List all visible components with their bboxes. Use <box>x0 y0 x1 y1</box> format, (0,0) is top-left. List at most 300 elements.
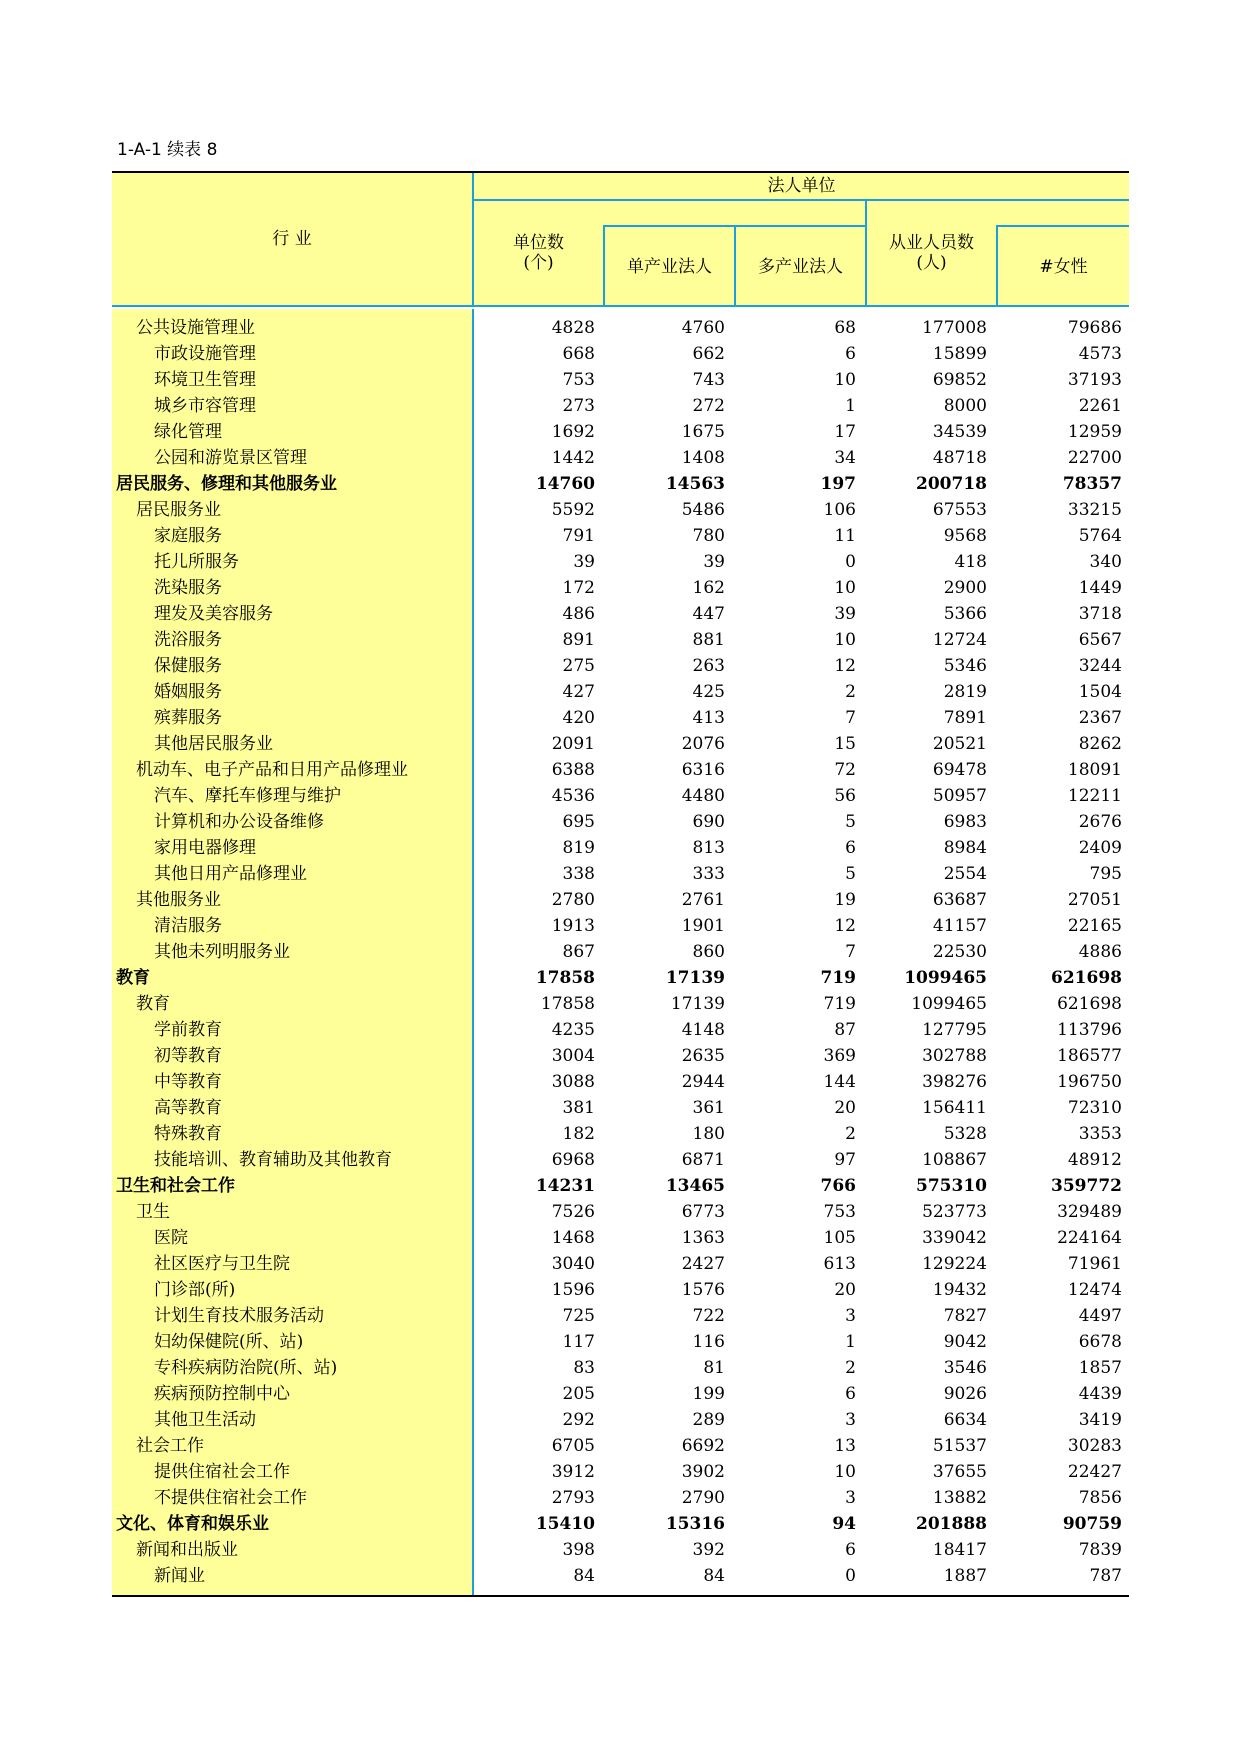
employees-cell: 398276 <box>922 1072 987 1092</box>
multi-industry-cell: 613 <box>823 1254 856 1274</box>
legal-entity-header: 法人单位 <box>474 173 1129 201</box>
multi-industry-cell: 766 <box>820 1176 856 1196</box>
units-count-cell: 1442 <box>551 448 595 468</box>
single-industry-cell: 662 <box>692 344 725 364</box>
female-cell: 22165 <box>1067 916 1122 936</box>
industry-cell <box>112 1381 474 1407</box>
single-industry-cell: 333 <box>692 864 725 884</box>
employees-cell: 129224 <box>922 1254 987 1274</box>
single-industry-cell: 13465 <box>665 1176 725 1196</box>
multi-industry-cell: 19 <box>834 890 856 910</box>
employees-cell: 18417 <box>932 1540 987 1560</box>
employees-cell: 22530 <box>932 942 987 962</box>
industry-name: 特殊教育 <box>154 1124 222 1144</box>
units-count-cell: 1692 <box>551 422 595 442</box>
female-cell: 3419 <box>1078 1410 1122 1430</box>
employees-cell: 12724 <box>932 630 987 650</box>
single-industry-cell: 4480 <box>681 786 725 806</box>
multi-industry-cell: 1 <box>845 1332 856 1352</box>
industry-name: 其他服务业 <box>136 890 221 910</box>
industry-cell <box>112 1459 474 1485</box>
table-row <box>112 939 1129 965</box>
table-row <box>112 393 1129 419</box>
employees-cell: 9026 <box>943 1384 987 1404</box>
single-industry-cell: 780 <box>692 526 725 546</box>
single-industry-cell: 2427 <box>681 1254 725 1274</box>
employees-cell: 201888 <box>916 1514 987 1534</box>
table-body <box>112 309 1129 1597</box>
multi-industry-cell: 5 <box>845 864 856 884</box>
female-cell: 78357 <box>1062 474 1122 494</box>
single-industry-cell: 6316 <box>681 760 725 780</box>
industry-cell <box>112 1485 474 1511</box>
single-industry-cell: 860 <box>692 942 725 962</box>
multi-industry-cell: 11 <box>834 526 856 546</box>
employees-cell: 8000 <box>943 396 987 416</box>
multi-industry-cell: 17 <box>834 422 856 442</box>
multi-industry-cell: 10 <box>834 370 856 390</box>
units-count-cell: 338 <box>562 864 595 884</box>
industry-cell <box>112 861 474 887</box>
units-count-cell: 205 <box>562 1384 595 1404</box>
female-cell: 1857 <box>1078 1358 1122 1378</box>
employees-cell: 7891 <box>943 708 987 728</box>
multi-industry-cell: 2 <box>845 1358 856 1378</box>
multi-industry-cell: 719 <box>820 968 856 988</box>
employees-cell: 127795 <box>922 1020 987 1040</box>
industry-name: 殡葬服务 <box>154 708 222 728</box>
multi-industry-header: 多产业法人 <box>758 257 843 277</box>
industry-cell <box>112 1043 474 1069</box>
multi-industry-cell: 369 <box>823 1046 856 1066</box>
multi-industry-cell: 87 <box>834 1020 856 1040</box>
units-count-cell: 753 <box>562 370 595 390</box>
female-cell: 8262 <box>1078 734 1122 754</box>
female-cell: 12959 <box>1067 422 1122 442</box>
industry-cell <box>112 315 474 341</box>
units-count-cell: 381 <box>562 1098 595 1118</box>
industry-cell <box>112 679 474 705</box>
female-cell: 621698 <box>1051 968 1122 988</box>
units-count-label: 单位数 <box>513 233 564 253</box>
female-cell: 3353 <box>1078 1124 1122 1144</box>
industry-cell <box>112 913 474 939</box>
table-row <box>112 601 1129 627</box>
table-row <box>112 1537 1129 1563</box>
table-row <box>112 1017 1129 1043</box>
employees-cell: 6983 <box>943 812 987 832</box>
industry-name: 妇幼保健院(所、站) <box>154 1332 304 1352</box>
female-cell: 18091 <box>1067 760 1122 780</box>
single-industry-cell: 881 <box>692 630 725 650</box>
table-row <box>112 1095 1129 1121</box>
single-industry-cell: 1901 <box>681 916 725 936</box>
employees-cell: 1099465 <box>904 968 987 988</box>
single-industry-cell: 39 <box>703 552 725 572</box>
single-industry-header: 单产业法人 <box>627 257 712 277</box>
industry-cell <box>112 653 474 679</box>
employees-cell: 177008 <box>922 318 987 338</box>
multi-industry-cell: 0 <box>845 1566 856 1586</box>
female-cell: 1504 <box>1078 682 1122 702</box>
table-row <box>112 1355 1129 1381</box>
industry-cell <box>112 575 474 601</box>
industry-name: 专科疾病防治院(所、站) <box>154 1358 338 1378</box>
table-row <box>112 1381 1129 1407</box>
table-row <box>112 1043 1129 1069</box>
units-count-cell: 891 <box>562 630 595 650</box>
industry-name: 其他未列明服务业 <box>154 942 290 962</box>
employees-cell: 67553 <box>932 500 987 520</box>
single-industry-cell: 361 <box>692 1098 725 1118</box>
employees-cell: 2554 <box>943 864 987 884</box>
industry-cell <box>112 705 474 731</box>
single-industry-cell: 1675 <box>681 422 725 442</box>
employees-cell: 7827 <box>943 1306 987 1326</box>
industry-name: 不提供住宿社会工作 <box>154 1488 307 1508</box>
industry-name: 其他卫生活动 <box>154 1410 256 1430</box>
table-row <box>112 757 1129 783</box>
multi-industry-cell: 1 <box>845 396 856 416</box>
industry-name: 机动车、电子产品和日用产品修理业 <box>136 760 408 780</box>
female-cell: 340 <box>1089 552 1122 572</box>
single-industry-cell: 690 <box>692 812 725 832</box>
employees-cell: 5346 <box>943 656 987 676</box>
multi-industry-cell: 20 <box>834 1280 856 1300</box>
table-row <box>112 549 1129 575</box>
table-row <box>112 315 1129 341</box>
industry-cell <box>112 471 474 497</box>
employees-cell: 20521 <box>932 734 987 754</box>
female-cell: 12474 <box>1067 1280 1122 1300</box>
units-count-cell: 4828 <box>551 318 595 338</box>
industry-cell <box>112 549 474 575</box>
industry-name: 其他日用产品修理业 <box>154 864 307 884</box>
table-row <box>112 1147 1129 1173</box>
industry-name: 清洁服务 <box>154 916 222 936</box>
multi-industry-cell: 105 <box>823 1228 856 1248</box>
multi-industry-cell: 13 <box>834 1436 856 1456</box>
employees-cell: 5328 <box>943 1124 987 1144</box>
industry-name: 疾病预防控制中心 <box>154 1384 290 1404</box>
multi-industry-cell: 20 <box>834 1098 856 1118</box>
multi-industry-cell: 56 <box>834 786 856 806</box>
employees-cell: 418 <box>954 552 987 572</box>
industry-cell <box>112 497 474 523</box>
units-count-cell: 3040 <box>551 1254 595 1274</box>
units-count-cell: 2793 <box>551 1488 595 1508</box>
multi-industry-cell: 10 <box>834 630 856 650</box>
industry-cell <box>112 783 474 809</box>
industry-cell <box>112 809 474 835</box>
industry-name: 汽车、摩托车修理与维护 <box>154 786 341 806</box>
female-cell: 359772 <box>1051 1176 1122 1196</box>
single-industry-cell: 180 <box>692 1124 725 1144</box>
single-industry-cell: 116 <box>692 1332 725 1352</box>
single-industry-cell: 1363 <box>681 1228 725 1248</box>
units-count-cell: 14231 <box>535 1176 595 1196</box>
table-row <box>112 445 1129 471</box>
multi-industry-cell: 6 <box>845 344 856 364</box>
single-industry-cell: 6773 <box>681 1202 725 1222</box>
units-count-cell: 292 <box>562 1410 595 1430</box>
industry-name: 高等教育 <box>154 1098 222 1118</box>
industry-header: 行 业 <box>272 229 312 249</box>
single-industry-cell: 392 <box>692 1540 725 1560</box>
single-industry-cell: 3902 <box>681 1462 725 1482</box>
units-count-cell: 3004 <box>551 1046 595 1066</box>
single-industry-cell: 2761 <box>681 890 725 910</box>
industry-name: 卫生和社会工作 <box>116 1176 235 1196</box>
employees-cell: 1099465 <box>911 994 987 1014</box>
female-cell: 4573 <box>1078 344 1122 364</box>
female-cell: 224164 <box>1057 1228 1122 1248</box>
single-industry-cell: 4148 <box>681 1020 725 1040</box>
single-industry-cell: 17139 <box>665 968 725 988</box>
industry-cell <box>112 419 474 445</box>
table-row <box>112 1199 1129 1225</box>
units-count-cell: 4536 <box>551 786 595 806</box>
units-count-unit: (个) <box>523 253 554 273</box>
female-cell: 22427 <box>1067 1462 1122 1482</box>
industry-name: 新闻和出版业 <box>136 1540 238 1560</box>
employees-cell: 9042 <box>943 1332 987 1352</box>
industry-name: 居民服务、修理和其他服务业 <box>116 474 337 494</box>
industry-cell <box>112 757 474 783</box>
multi-industry-cell: 197 <box>820 474 856 494</box>
units-count-cell: 2780 <box>551 890 595 910</box>
table-code-label: 1-A-1 续表 8 <box>117 140 218 160</box>
female-cell: 3244 <box>1078 656 1122 676</box>
industry-cell <box>112 1277 474 1303</box>
female-cell: 3718 <box>1078 604 1122 624</box>
multi-industry-cell: 6 <box>845 1384 856 1404</box>
employees-cell: 108867 <box>922 1150 987 1170</box>
single-industry-cell: 81 <box>703 1358 725 1378</box>
female-cell: 1449 <box>1078 578 1122 598</box>
single-industry-cell: 272 <box>692 396 725 416</box>
multi-industry-cell: 10 <box>834 1462 856 1482</box>
employees-cell: 50957 <box>932 786 987 806</box>
industry-name: 居民服务业 <box>136 500 221 520</box>
industry-name: 家用电器修理 <box>154 838 256 858</box>
female-cell: 4439 <box>1078 1384 1122 1404</box>
single-industry-cell: 4760 <box>681 318 725 338</box>
multi-industry-cell: 0 <box>845 552 856 572</box>
table-row <box>112 705 1129 731</box>
industry-name: 技能培训、教育辅助及其他教育 <box>154 1150 392 1170</box>
single-industry-cell: 14563 <box>665 474 725 494</box>
employees-cell: 6634 <box>943 1410 987 1430</box>
units-count-cell: 420 <box>562 708 595 728</box>
multi-industry-cell: 15 <box>834 734 856 754</box>
multi-industry-cell: 144 <box>823 1072 856 1092</box>
industry-name: 市政设施管理 <box>154 344 256 364</box>
industry-name: 绿化管理 <box>154 422 222 442</box>
table-row <box>112 887 1129 913</box>
table-row <box>112 575 1129 601</box>
units-count-cell: 1596 <box>551 1280 595 1300</box>
female-cell: 7856 <box>1078 1488 1122 1508</box>
industry-cell <box>112 1095 474 1121</box>
units-count-cell: 4235 <box>551 1020 595 1040</box>
units-count-cell: 17858 <box>540 994 595 1014</box>
table-row <box>112 783 1129 809</box>
industry-name: 社区医疗与卫生院 <box>154 1254 290 1274</box>
units-count-cell: 172 <box>562 578 595 598</box>
female-cell: 33215 <box>1067 500 1122 520</box>
industry-cell <box>112 835 474 861</box>
employees-cell: 1887 <box>943 1566 987 1586</box>
employees-cell: 15899 <box>932 344 987 364</box>
units-count-cell: 6968 <box>551 1150 595 1170</box>
multi-industry-cell: 12 <box>834 656 856 676</box>
employees-cell: 69478 <box>932 760 987 780</box>
employees-cell: 51537 <box>932 1436 987 1456</box>
industry-cell <box>112 1121 474 1147</box>
female-cell: 6567 <box>1078 630 1122 650</box>
multi-industry-cell: 6 <box>845 838 856 858</box>
table-row <box>112 1251 1129 1277</box>
units-count-cell: 6388 <box>551 760 595 780</box>
industry-cell <box>112 1329 474 1355</box>
table-row <box>112 679 1129 705</box>
table-row <box>112 653 1129 679</box>
employees-cell: 8984 <box>943 838 987 858</box>
table-row <box>112 1277 1129 1303</box>
female-cell: 72310 <box>1067 1098 1122 1118</box>
industry-cell <box>112 1303 474 1329</box>
industry-name: 中等教育 <box>154 1072 222 1092</box>
table-row <box>112 1329 1129 1355</box>
single-industry-cell: 743 <box>692 370 725 390</box>
units-count-cell: 273 <box>562 396 595 416</box>
female-cell: 37193 <box>1067 370 1122 390</box>
female-cell: 186577 <box>1057 1046 1122 1066</box>
female-cell: 4886 <box>1078 942 1122 962</box>
female-cell: 2367 <box>1078 708 1122 728</box>
employees-cell: 63687 <box>932 890 987 910</box>
industry-name: 保健服务 <box>154 656 222 676</box>
industry-cell <box>112 1433 474 1459</box>
table-row <box>112 1433 1129 1459</box>
industry-name: 教育 <box>116 968 150 988</box>
table-row <box>112 835 1129 861</box>
industry-name: 城乡市容管理 <box>154 396 256 416</box>
female-cell: 79686 <box>1067 318 1122 338</box>
table-row <box>112 1225 1129 1251</box>
female-cell: 113796 <box>1057 1020 1122 1040</box>
employees-cell: 339042 <box>922 1228 987 1248</box>
industry-cell <box>112 1017 474 1043</box>
industry-cell <box>112 1407 474 1433</box>
multi-industry-cell: 72 <box>834 760 856 780</box>
single-industry-cell: 162 <box>692 578 725 598</box>
industry-cell <box>112 601 474 627</box>
female-cell: 196750 <box>1057 1072 1122 1092</box>
single-industry-cell: 413 <box>692 708 725 728</box>
industry-name: 环境卫生管理 <box>154 370 256 390</box>
units-count-cell: 83 <box>573 1358 595 1378</box>
female-cell: 22700 <box>1067 448 1122 468</box>
employees-cell: 575310 <box>916 1176 987 1196</box>
employees-cell: 200718 <box>916 474 987 494</box>
units-count-cell: 3912 <box>551 1462 595 1482</box>
industry-header-cell <box>112 173 474 307</box>
industry-name: 洗染服务 <box>154 578 222 598</box>
multi-industry-cell: 2 <box>845 682 856 702</box>
table-row <box>112 1303 1129 1329</box>
units-count-cell: 39 <box>573 552 595 572</box>
units-count-cell: 84 <box>573 1566 595 1586</box>
industry-name: 计划生育技术服务活动 <box>154 1306 324 1326</box>
industry-name: 提供住宿社会工作 <box>154 1462 290 1482</box>
single-industry-cell: 199 <box>692 1384 725 1404</box>
industry-cell <box>112 1511 474 1537</box>
employees-cell: 41157 <box>932 916 987 936</box>
single-industry-cell: 722 <box>692 1306 725 1326</box>
industry-cell <box>112 1563 474 1589</box>
units-count-cell: 427 <box>562 682 595 702</box>
multi-industry-cell: 12 <box>834 916 856 936</box>
multi-industry-cell: 2 <box>845 1124 856 1144</box>
multi-industry-cell: 97 <box>834 1150 856 1170</box>
industry-cell <box>112 523 474 549</box>
units-count-cell: 695 <box>562 812 595 832</box>
table-row <box>112 1511 1129 1537</box>
female-cell: 5764 <box>1078 526 1122 546</box>
multi-industry-cell: 34 <box>834 448 856 468</box>
single-industry-cell: 2635 <box>681 1046 725 1066</box>
industry-name: 初等教育 <box>154 1046 222 1066</box>
table-row <box>112 367 1129 393</box>
bottom-rule <box>112 1595 1129 1597</box>
single-industry-cell: 15316 <box>665 1514 725 1534</box>
single-industry-cell: 84 <box>703 1566 725 1586</box>
female-cell: 48912 <box>1067 1150 1122 1170</box>
industry-name: 新闻业 <box>154 1566 205 1586</box>
legal-entity-header-group <box>474 173 1129 307</box>
units-count-cell: 725 <box>562 1306 595 1326</box>
units-count-cell: 6705 <box>551 1436 595 1456</box>
single-industry-cell: 425 <box>692 682 725 702</box>
multi-industry-cell: 106 <box>823 500 856 520</box>
table-row <box>112 1173 1129 1199</box>
industry-name: 门诊部(所) <box>154 1280 236 1300</box>
female-cell: 90759 <box>1062 1514 1122 1534</box>
employees-cell: 34539 <box>932 422 987 442</box>
multi-industry-cell: 6 <box>845 1540 856 1560</box>
industry-cell <box>112 1199 474 1225</box>
female-cell: 787 <box>1089 1566 1122 1586</box>
units-count-cell: 117 <box>562 1332 595 1352</box>
units-count-header <box>474 233 603 273</box>
multi-industry-cell: 719 <box>823 994 856 1014</box>
multi-industry-cell: 3 <box>845 1410 856 1430</box>
industry-name: 理发及美容服务 <box>154 604 273 624</box>
units-count-cell: 5592 <box>551 500 595 520</box>
single-industry-cell: 6692 <box>681 1436 725 1456</box>
table-row <box>112 913 1129 939</box>
table-row <box>112 627 1129 653</box>
units-count-cell: 15410 <box>535 1514 595 1534</box>
units-count-cell: 17858 <box>535 968 595 988</box>
single-industry-cell: 2790 <box>681 1488 725 1508</box>
table-row <box>112 731 1129 757</box>
single-industry-cell: 813 <box>692 838 725 858</box>
female-cell: 2409 <box>1078 838 1122 858</box>
table-row <box>112 471 1129 497</box>
